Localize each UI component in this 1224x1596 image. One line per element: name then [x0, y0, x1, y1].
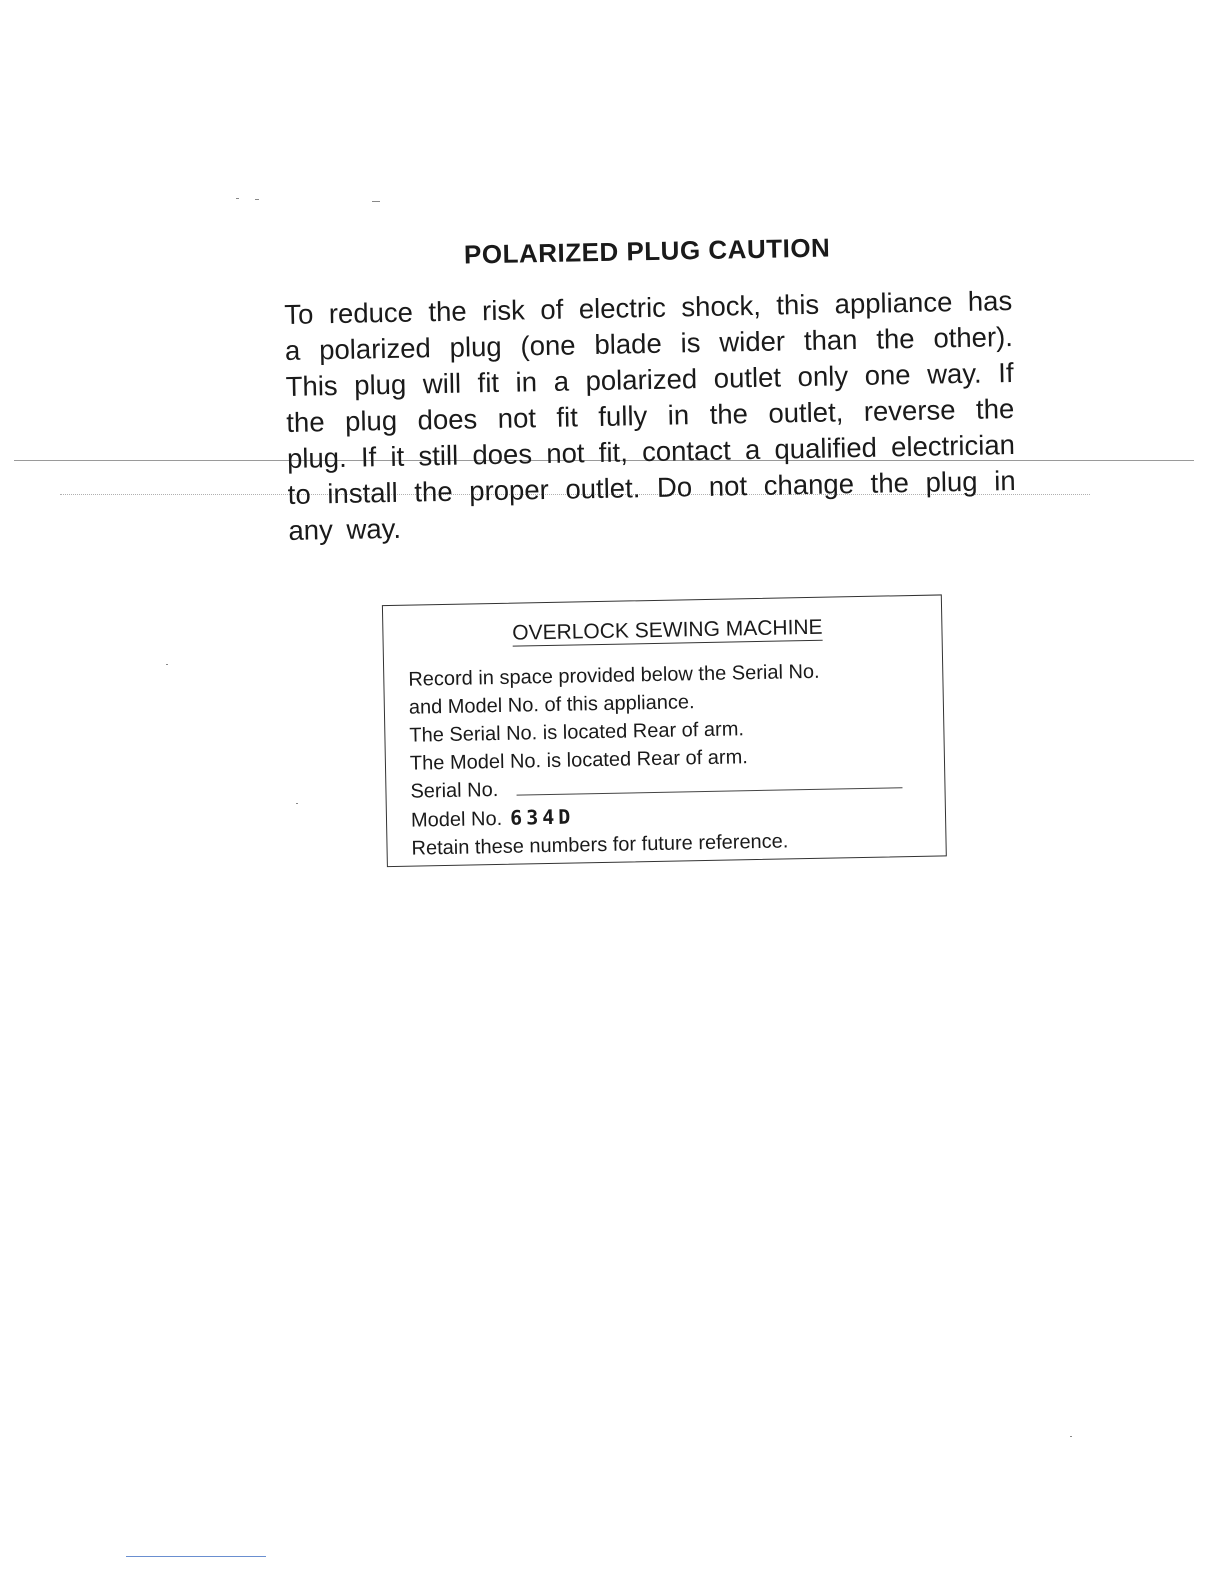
label-line: and Model No. of this appliance.: [408, 691, 695, 719]
serial-number-label: Serial No.: [410, 778, 499, 803]
caution-body: To reduce the risk of electric shock, this appliance has a polarized plug (one blade is wider than the other). This plug will fit in a polarized outlet only one way. If the plug does not fit fully in the outlet, reverse the plug. If it still does not fit, contact a qualified electrician to install the proper outlet. Do not change the plug in any way.: [283, 285, 1016, 546]
bottom-rule: [126, 1556, 266, 1557]
model-number-value: 634D: [509, 804, 575, 830]
model-number-label: Model No.: [410, 807, 503, 832]
label-line: The Serial No. is located Rear of arm.: [409, 718, 745, 747]
label-content: [407, 596, 932, 863]
label-heading-text: OVERLOCK SEWING MACHINE: [512, 615, 823, 645]
serial-label-box: [382, 594, 947, 867]
label-heading: [407, 612, 927, 650]
label-footer: Retain these numbers for future reference.: [411, 830, 789, 860]
caution-title: POLARIZED PLUG CAUTION: [463, 232, 831, 270]
label-line: The Model No. is located Rear of arm.: [409, 746, 749, 775]
label-line: Record in space provided below the Serial No.: [408, 660, 820, 691]
serial-number-blank: [516, 773, 902, 795]
